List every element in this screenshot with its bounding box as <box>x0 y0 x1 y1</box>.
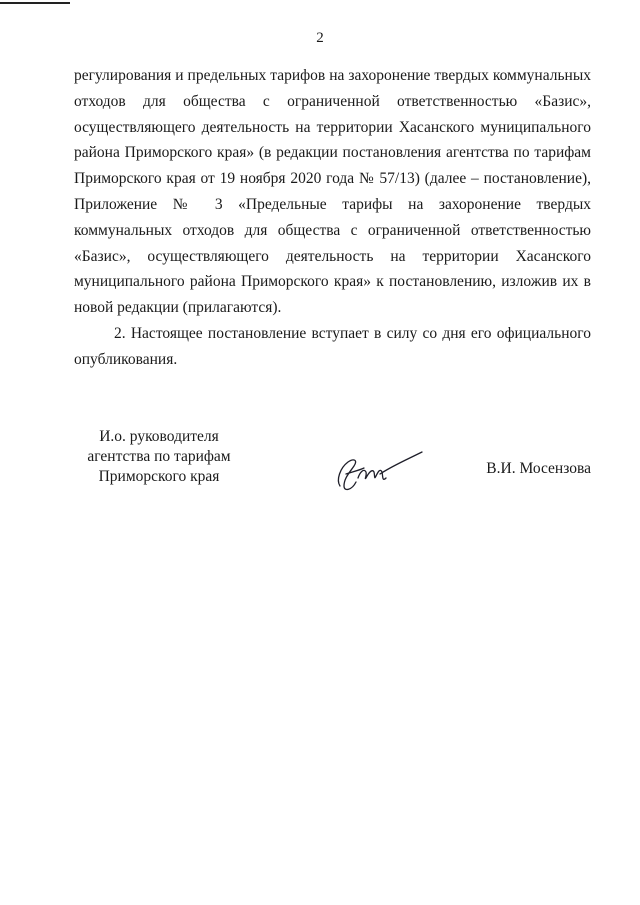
signatory-position-line: агентства по тарифам <box>87 448 231 465</box>
paragraph-1 <box>74 63 591 321</box>
paragraph-1-line: регулирования и предельных тарифов на захоронение твердых коммунальных <box>74 67 591 84</box>
page-number: 2 <box>316 30 324 46</box>
signatory-position-line: И.о. руководителя <box>99 428 219 445</box>
signer-name: В.И. Мосензова <box>486 460 591 477</box>
signatory-position-line: Приморского края <box>98 468 220 485</box>
paragraph-1-line: района Приморского края» к постановлению, изложив их в новой редакции <box>74 273 591 317</box>
paragraph-1-line: района Приморского края» (в редакции постановления агентства по тарифам <box>74 144 591 162</box>
handwritten-signature <box>330 446 426 496</box>
paragraph-1-line: осуществляющего деятельность на территории Хасанского муниципального <box>74 118 591 136</box>
paragraph-1-line: Приложение № 3 «Предельные тарифы на захоронение твердых коммунальных <box>74 195 591 239</box>
paragraph-1-line: Приморского края от 19 ноября 2020 года № 57/13) (далее – постановление), <box>74 170 591 188</box>
paragraph-1-line: отходов для общества с ограниченной ответственностью «Базис», <box>74 92 591 110</box>
paragraph-1-line: отходов для общества с ограниченной ответственностью «Базис», <box>74 221 592 265</box>
document-body <box>74 63 591 373</box>
paragraph-2: 2. Настоящее постановление вступает в силу со дня его официального опубликования. <box>74 324 591 368</box>
paragraph-1-line: осуществляющего деятельность на территории Хасанского муниципального <box>74 247 591 291</box>
signatory-position <box>74 427 244 487</box>
paragraph-1-line: (прилагаются). <box>182 299 282 317</box>
corner-rule <box>0 2 70 4</box>
